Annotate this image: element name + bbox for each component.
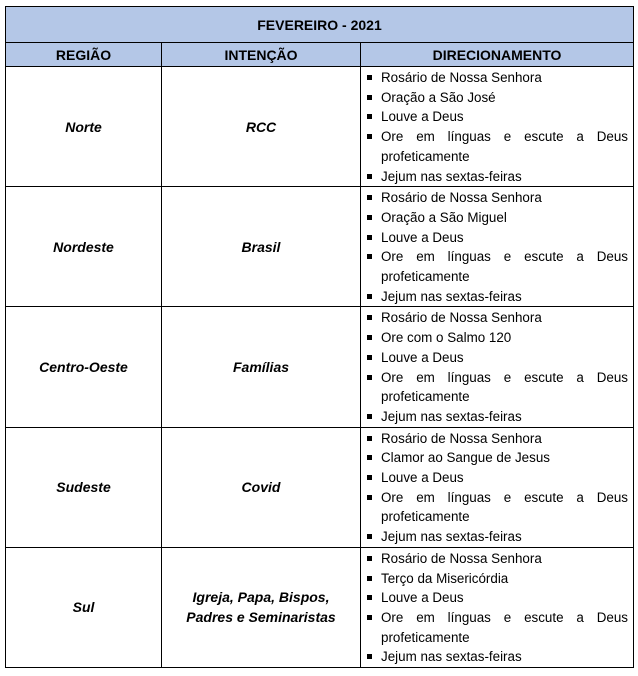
list-item: Jejum nas sextas-feiras xyxy=(361,287,628,307)
direction-cell xyxy=(361,67,634,187)
list-item: Louve a Deus xyxy=(361,468,628,488)
list-item: Louve a Deus xyxy=(361,588,628,608)
list-item: Jejum nas sextas-feiras xyxy=(361,167,628,187)
intention-cell: Brasil xyxy=(162,187,361,307)
header-region: REGIÃO xyxy=(6,43,162,67)
list-item: Louve a Deus xyxy=(361,228,628,248)
list-item: Oração a São José xyxy=(361,88,628,108)
table-row xyxy=(6,427,634,547)
direction-cell xyxy=(361,307,634,427)
direction-list xyxy=(361,68,628,186)
region-cell: Sudeste xyxy=(6,427,162,547)
intention-cell: Famílias xyxy=(162,307,361,427)
list-item: Oração a São Miguel xyxy=(361,208,628,228)
list-item: Clamor ao Sangue de Jesus xyxy=(361,448,628,468)
region-cell: Nordeste xyxy=(6,187,162,307)
region-cell: Sul xyxy=(6,547,162,667)
intention-cell: Covid xyxy=(162,427,361,547)
direction-list xyxy=(361,549,628,667)
intention-cell: RCC xyxy=(162,67,361,187)
list-item: Rosário de Nossa Senhora xyxy=(361,68,628,88)
list-item: Ore com o Salmo 120 xyxy=(361,328,628,348)
header-direction: DIRECIONAMENTO xyxy=(361,43,634,67)
direction-cell xyxy=(361,187,634,307)
table-title: FEVEREIRO - 2021 xyxy=(6,7,634,43)
list-item: Terço da Misericórdia xyxy=(361,569,628,589)
direction-cell xyxy=(361,547,634,667)
header-row xyxy=(6,43,634,67)
table-row xyxy=(6,187,634,307)
header-intention: INTENÇÃO xyxy=(162,43,361,67)
direction-list xyxy=(361,429,628,547)
region-cell: Centro-Oeste xyxy=(6,307,162,427)
list-item: Jejum nas sextas-feiras xyxy=(361,407,628,427)
schedule-table xyxy=(5,6,634,668)
list-item: Ore em línguas e escute a Deus profeticamente xyxy=(361,247,628,286)
list-item: Ore em línguas e escute a Deus profeticamente xyxy=(361,127,628,166)
direction-list xyxy=(361,188,628,306)
list-item: Rosário de Nossa Senhora xyxy=(361,308,628,328)
table-row xyxy=(6,67,634,187)
list-item: Ore em línguas e escute a Deus profeticamente xyxy=(361,608,628,647)
table-row xyxy=(6,547,634,667)
list-item: Ore em línguas e escute a Deus profeticamente xyxy=(361,488,628,527)
intention-cell: Igreja, Papa, Bispos, Padres e Seminaristas xyxy=(162,547,361,667)
list-item: Jejum nas sextas-feiras xyxy=(361,647,628,667)
list-item: Jejum nas sextas-feiras xyxy=(361,527,628,547)
table-row xyxy=(6,307,634,427)
list-item: Ore em línguas e escute a Deus profeticamente xyxy=(361,368,628,407)
list-item: Rosário de Nossa Senhora xyxy=(361,549,628,569)
list-item: Rosário de Nossa Senhora xyxy=(361,429,628,449)
direction-list xyxy=(361,308,628,426)
list-item: Rosário de Nossa Senhora xyxy=(361,188,628,208)
list-item: Louve a Deus xyxy=(361,348,628,368)
list-item: Louve a Deus xyxy=(361,107,628,127)
direction-cell xyxy=(361,427,634,547)
title-row xyxy=(6,7,634,43)
region-cell: Norte xyxy=(6,67,162,187)
